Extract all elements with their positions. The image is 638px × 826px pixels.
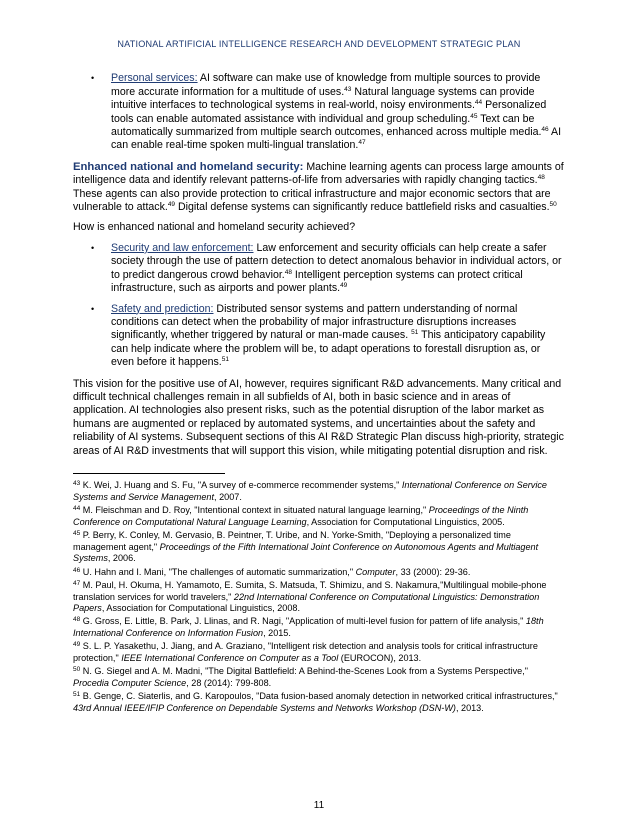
footnote-43 [73,480,565,503]
term-personal-services: Personal services: [111,72,198,85]
footnote-ref-48[interactable]: 48 [284,268,292,276]
footnote-45 [73,530,565,565]
footnote-text: , Association for Computational Linguistics, 2005. [306,516,505,527]
bullet-icon: • [91,242,95,253]
footnote-text: S. L. P. Yasakethu, J. Jiang, and A. Graziano, "Intelligent risk detection and analysis tools for critical infrastructure protection," [73,641,538,664]
bullet-list-services [73,72,565,152]
footnote-source: International Conference on Service Systems and Service Management [73,479,547,502]
footnote-49 [73,641,565,664]
footnote-number: 43 [73,479,81,487]
footnote-source: Proceedings of the Ninth Conference on Computational Natural Language Learning [73,504,529,527]
body-text: Natural language systems can provide intuitive interfaces to technological systems in real-world, noisy environments. [111,85,535,112]
body-text: Text can be automatically summarized from multiple search outcomes, enhanced across multiple media. [111,112,542,139]
footnote-number: 48 [73,616,81,624]
bullet-list-security [73,242,565,370]
running-header: NATIONAL ARTIFICIAL INTELLIGENCE RESEARCH AND DEVELOPMENT STRATEGIC PLAN [117,39,521,49]
list-item-safety-prediction [73,303,565,370]
footnote-source: 22nd International Conference on Computational Linguistics: Demonstration Papers [73,591,540,614]
footnote-number: 44 [73,504,81,512]
footnote-ref-45[interactable]: 45 [470,112,478,120]
body-text: AI can enable real-time spoken multi-lingual translation. [111,126,562,152]
section-heading-security: Enhanced national and homeland security: [73,160,304,173]
page-number: 11 [313,800,325,811]
footnote-number: 50 [73,666,81,674]
body-text: AI software can make use of knowledge from multiple sources to provide more accurate information for a multitude of uses. [111,72,541,98]
footnote-text: , 2007. [214,491,242,502]
footnote-source: Computer [355,566,396,577]
paragraph-vision: This vision for the positive use of AI, however, requires significant R&D advancements. Many critical and difficult technical challenges remain in all subfields of AI, both in basic science and in areas of application. AI technologies also present risks, such as the potential disruption of the labor market as humans are augmented or replaced by automated systems, and uncertainties about the safety and reliability of AI systems. Subsequent sections of this AI R&D Strategic Plan discuss high-priority, strategic areas of AI R&D investments that will support this vision, while mitigating potential disruption and risk. [73,377,564,457]
footnote-47 [73,580,565,615]
footnote-source: Proceedings of the Fifth International Joint Conference on Autonomous Agents and Multiagent Systems [73,541,539,564]
body-text: Distributed sensor systems and pattern understanding of normal conditions can detect when the probability of major infrastructure disruptions increases significantly, whether triggered by natural or man-made causes. [111,302,518,342]
footnote-ref-51[interactable]: 51 [221,356,229,364]
footnote-text: , 2013. [455,703,484,714]
footnote-source: Procedia Computer Science [73,678,187,689]
footnote-50 [73,666,565,689]
footnote-text: (EUROCON), 2013. [338,653,422,664]
footnote-number: 49 [73,641,81,649]
footnote-text: , 33 (2000): 29-36. [395,566,471,577]
footnote-text: B. Genge, C. Siaterlis, and G. Karopoulos, "Data fusion-based anomaly detection in networked critical infrastructures," [80,691,558,702]
body-text: This anticipatory capability can help indicate where the problem will be, to adapt operations to forestall disruption as, or even before it happens. [111,329,546,369]
footnote-text: U. Hahn and I. Mani, "The challenges of automatic summarization," [80,566,356,577]
paragraph-security [73,161,565,215]
footnote-48 [73,616,565,639]
footnote-source: 18th International Conference on Information Fusion [73,616,544,639]
footnote-text: , Association for Computational Linguistics, 2008. [101,603,300,614]
bullet-icon: • [91,73,95,84]
footnote-ref-44[interactable]: 44 [474,99,483,107]
bullet-icon: • [91,303,95,314]
footnote-text: K. Wei, J. Huang and S. Fu, "A survey of e-commerce recommender systems," [80,479,402,490]
footnote-text: N. G. Siegel and A. M. Madni, "The Digital Battlefield: A Behind-the-Scenes Look from a Systems Perspective," [80,666,528,677]
body-text: Machine learning agents can process large amounts of intelligence data and identify relevant patterns-of-life from adversaries with rapidly changing tactics. [73,160,564,187]
footnote-text: , 28 (2014): 799-808. [186,678,272,689]
footnote-number: 51 [73,691,81,699]
footnote-ref-49[interactable]: 49 [167,201,176,209]
term-law-enforcement: Security and law enforcement: [111,241,254,254]
footnote-source: 43rd Annual IEEE/IFIP Conference on Dependable Systems and Networks Workshop (DSN-W) [73,703,456,714]
footnote-ref-46[interactable]: 46 [541,126,549,134]
term-safety-prediction: Safety and prediction: [111,302,214,315]
paragraph-question: How is enhanced national and homeland security achieved? [73,221,356,234]
footnote-ref-50[interactable]: 50 [549,201,557,209]
footnote-divider [73,473,225,474]
list-item-personal-services [73,72,565,152]
footnote-text: , 2015. [263,628,291,639]
body-text: Law enforcement and security officials can help create a safer society through the use of pattern detection to detect anomalous behavior in individual actors, or to predict dangerous crowd behavior. [111,241,562,281]
footnote-text: G. Gross, E. Little, B. Park, J. Llinas, and R. Nagi, "Application of multi-level fusion for pattern of life analysis," [80,616,526,627]
footnote-51 [73,691,565,714]
body-text: These agents can also provide protection to critical infrastructure and major economic sectors that are vulnerable to attack. [73,187,551,214]
footnote-ref-49[interactable]: 49 [340,282,348,290]
footnote-44 [73,505,565,528]
footnote-number: 47 [73,579,81,587]
footnote-number: 46 [73,566,81,574]
footnote-text: M. Paul, H. Okuma, H. Yamamoto, E. Sumita, S. Matsuda, T. Shimizu, and S. Nakamura,"Multilingual mobile-phone translation services for world travelers," [73,579,547,602]
footnote-ref-47[interactable]: 47 [358,139,366,147]
footnote-ref-43[interactable]: 43 [344,85,352,93]
footnote-number: 45 [73,529,81,537]
footnote-source: IEEE International Conference on Computer as a Tool [121,653,339,664]
body-text: Digital defense systems can significantly reduce battlefield risks and casualties. [175,201,550,214]
footnote-text: , 2006. [107,553,136,564]
body-text: Personalized tools can enable automated assistance with individual and group scheduling. [111,99,547,125]
footnote-46 [73,567,565,579]
footnote-text: P. Berry, K. Conley, M. Gervasio, B. Peintner, T. Uribe, and N. Yorke-Smith, "Deploying a personalized time management agent," [73,529,511,552]
footnote-ref-48[interactable]: 48 [537,174,545,182]
footnote-text: M. Fleischman and D. Roy, "Intentional context in situated natural language learning," [80,504,429,515]
list-item-law-enforcement [73,242,565,296]
footnote-ref-51[interactable]: 51 [411,329,419,337]
body-text: Intelligent perception systems can protect critical infrastructure, such as airports and power plants. [111,268,523,295]
footnotes [73,480,565,715]
